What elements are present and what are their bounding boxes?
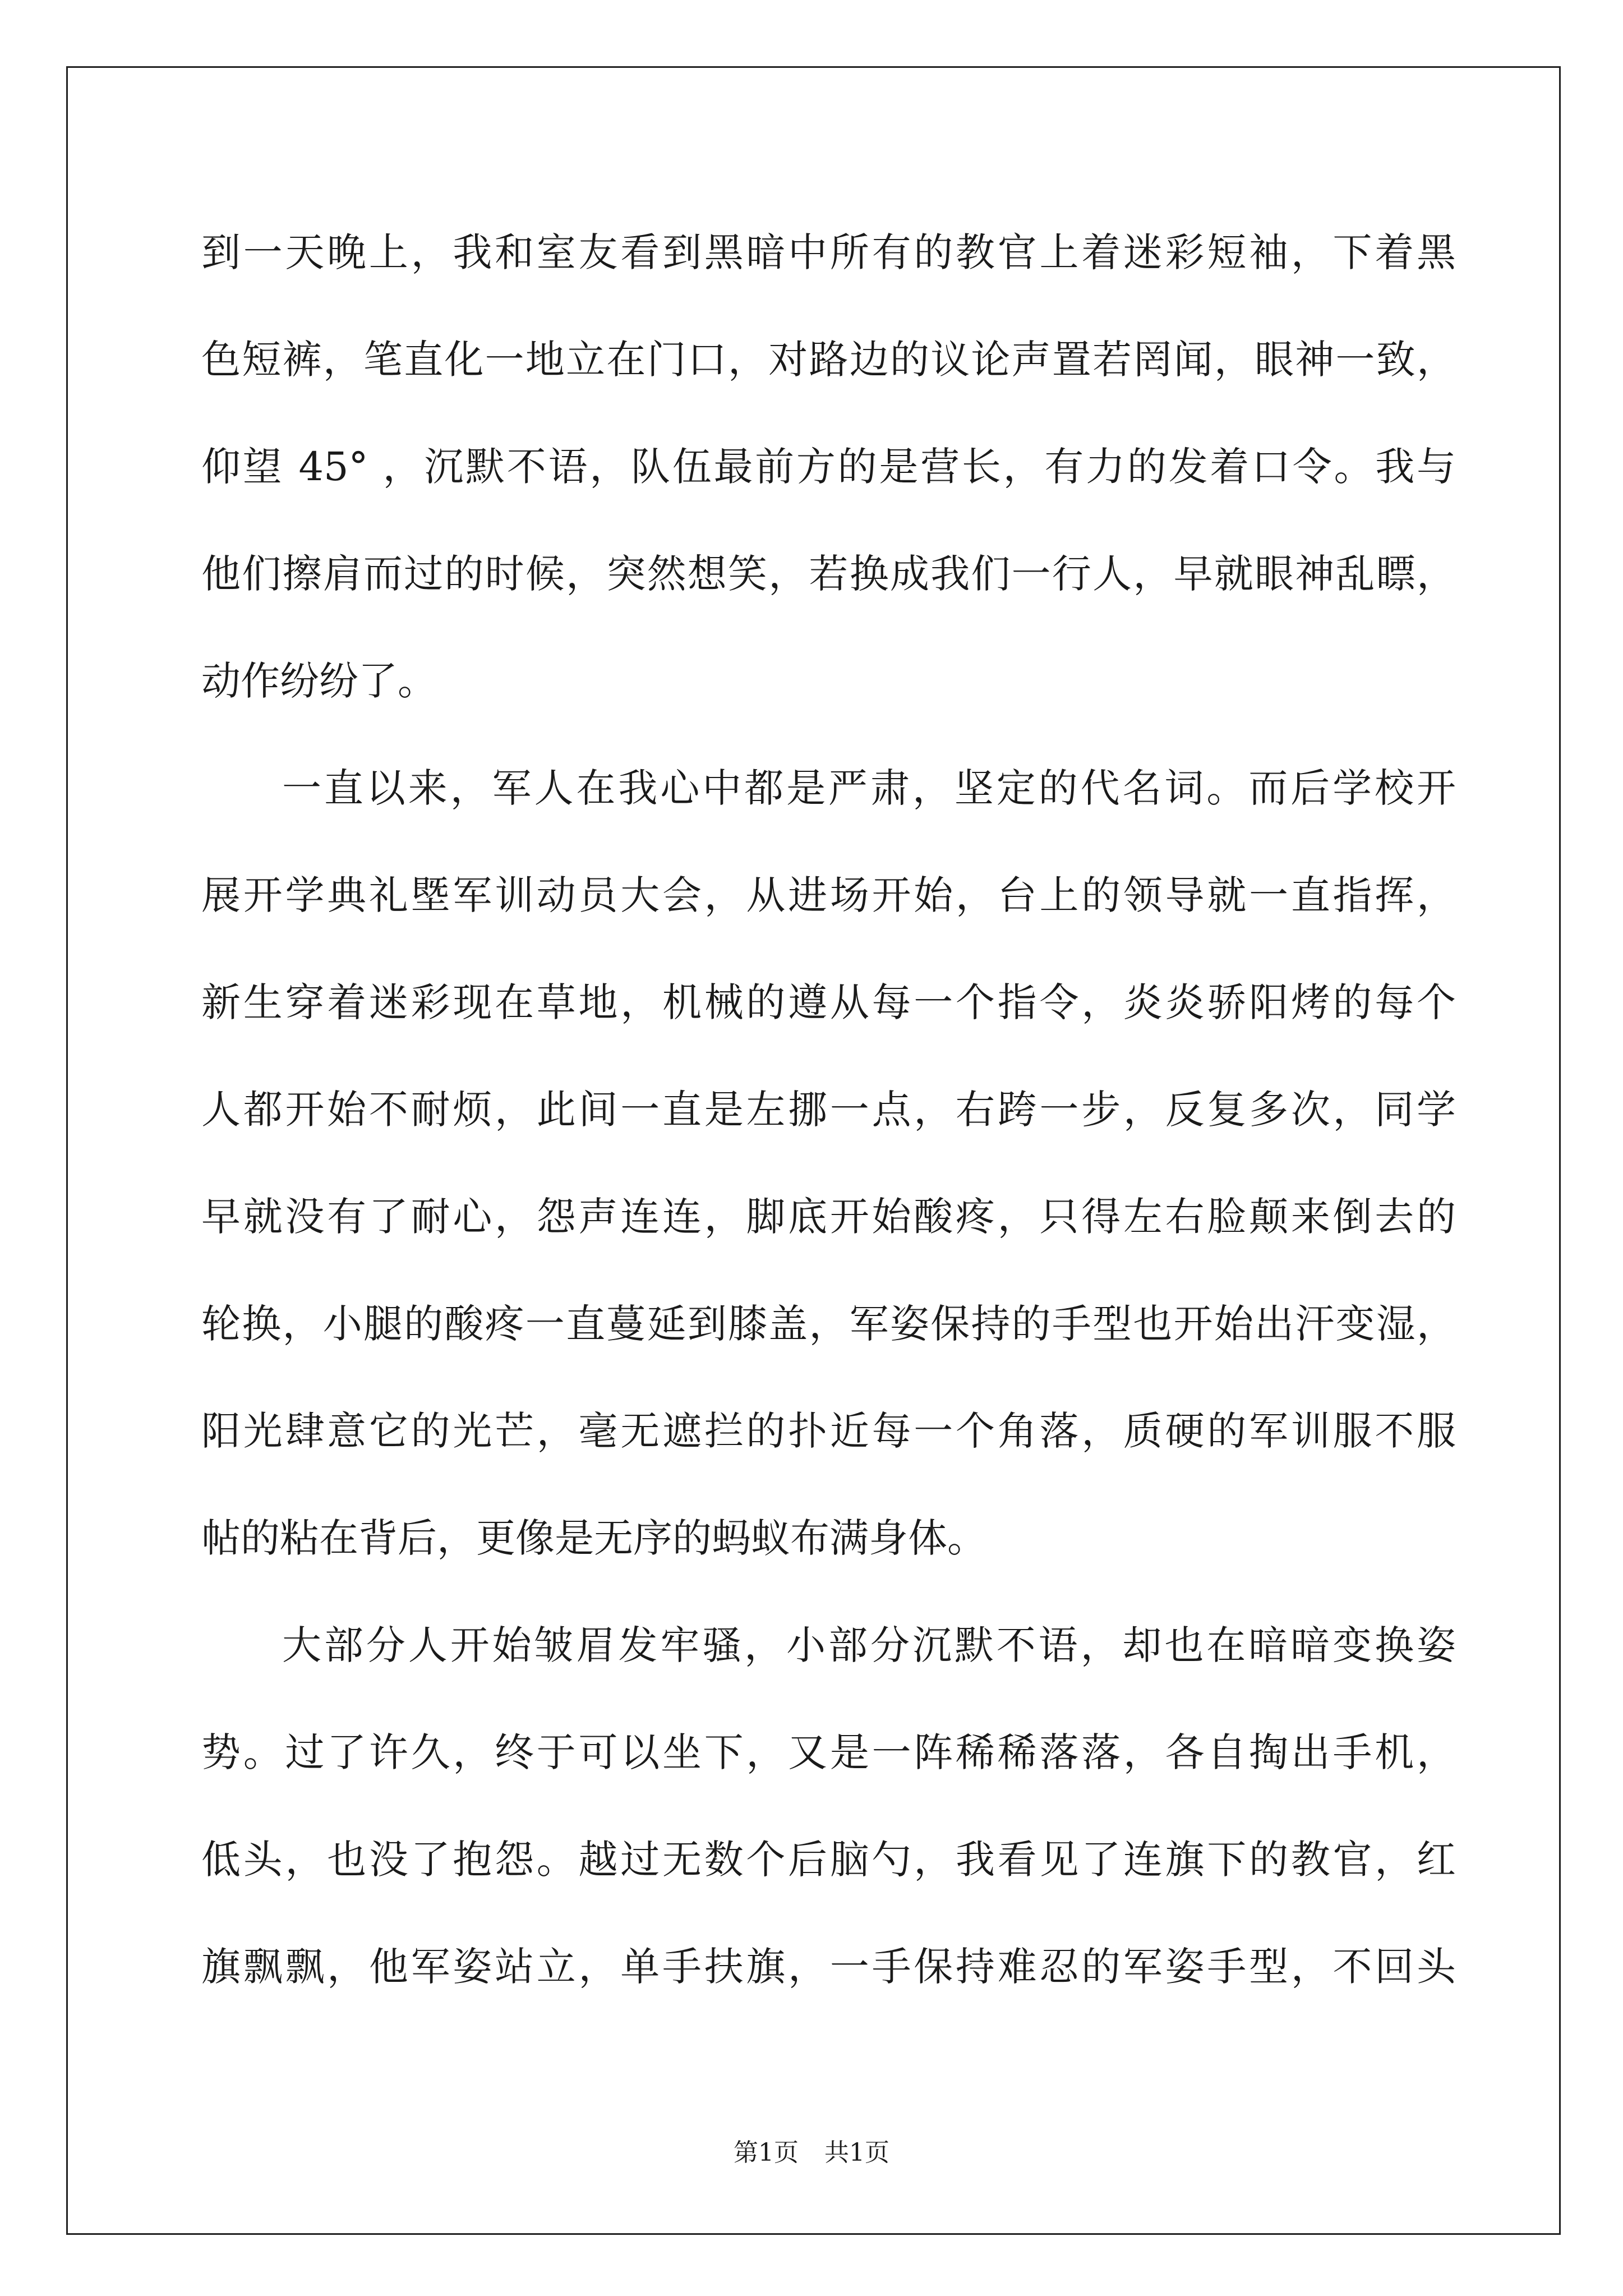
text-line: 阳光肆意它的光芒，毫无遮拦的扑近每一个角落，质硬的军训服不服	[201, 1408, 1456, 1454]
text-line: 轮换，小腿的酸疼一直蔓延到膝盖，军姿保持的手型也开始出汗变湿，	[201, 1301, 1456, 1347]
text-line: 色短裤，笔直化一地立在门口，对路边的议论声置若罔闻，眼神一致，	[201, 337, 1456, 383]
text-line: 展开学典礼塈军训动员大会，从进场开始，台上的领导就一直指挥，	[201, 872, 1456, 918]
text-line: 早就没有了耐心，怨声连连，脚底开始酸疼，只得左右脸颠来倒去的	[201, 1194, 1456, 1240]
text-line: 大部分人开始皱眉发牢骚，小部分沉默不语，却也在暗暗变换姿	[282, 1622, 1456, 1668]
text-line: 帖的粘在背后，更像是无序的蚂蚁布满身体。	[201, 1515, 986, 1561]
text-line: 动作纷纷了。	[201, 658, 437, 704]
text-line: 人都开始不耐烦，此间一直是左挪一点，右跨一步，反复多次，同学	[201, 1087, 1456, 1133]
document-body	[201, 199, 1456, 2021]
text-line: 势。过了许久，终于可以坐下，又是一阵稀稀落落，各自掏出手机，	[201, 1729, 1456, 1775]
text-line: 旗飘飘，他军姿站立，单手扶旗，一手保持难忍的军姿手型，不回头	[201, 1944, 1456, 1990]
text-line: 仰望 45° ，沉默不语，队伍最前方的是营长，有力的发着口令。我与	[201, 444, 1456, 490]
text-line: 到一天晚上，我和室友看到黑暗中所有的教官上着迷彩短袖，下着黑	[201, 229, 1456, 275]
text-line: 低头，也没了抱怨。越过无数个后脑勺，我看见了连旗下的教官，红	[201, 1837, 1456, 1883]
text-line: 他们擦肩而过的时候，突然想笑，若换成我们一行人，早就眼神乱瞟，	[201, 551, 1456, 597]
page-total: 共1页	[824, 2138, 889, 2167]
page-number: 第1页	[734, 2138, 799, 2167]
text-line: 新生穿着迷彩现在草地，机械的遵从每一个指令，炎炎骄阳烤的每个	[201, 979, 1456, 1025]
page-footer	[0, 2136, 1623, 2170]
text-line: 一直以来，军人在我心中都是严肃，坚定的代名词。而后学校开	[282, 765, 1456, 811]
